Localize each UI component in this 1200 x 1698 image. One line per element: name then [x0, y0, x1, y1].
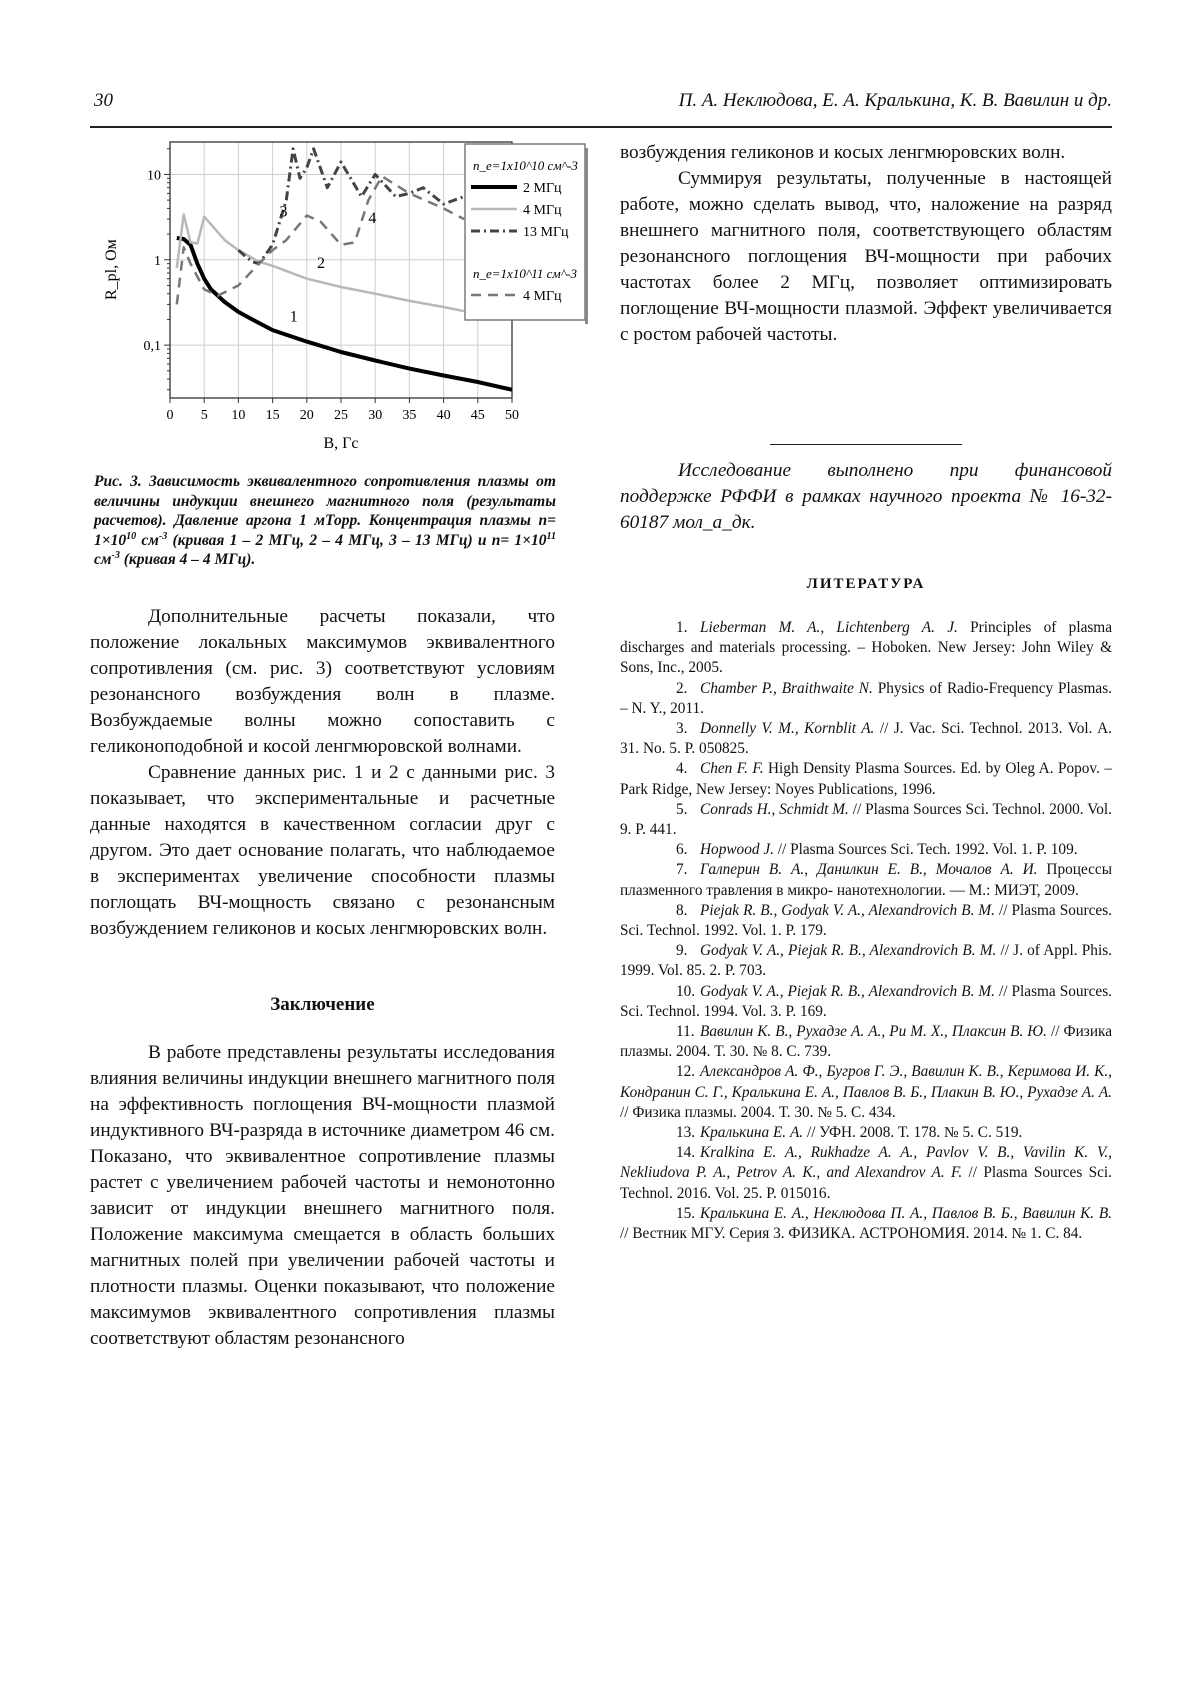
reference-text: // Plasma Sources. Sci. Technol. 1994. Vol. 3. P. 169. — [620, 982, 1112, 1020]
x-tick-label: 10 — [231, 408, 246, 423]
x-tick-label: 35 — [402, 408, 417, 423]
reference-item — [620, 719, 1112, 759]
reference-authors: Кралькина Е. А., Неклюдова П. А., Павлов В. Б., Вавилин К. В. — [700, 1204, 1112, 1222]
legend-header: n_e=1x10^10 см^-3 — [473, 158, 578, 173]
legend-header: n_e=1x10^11 см^-3 — [473, 266, 577, 281]
reference-number: 13. — [676, 1124, 696, 1142]
acknowledgement: Исследование выполнено при финансовой поддержке РФФИ в рамках научного проекта № 16-32-60187 мол_а_дк. — [620, 460, 1112, 533]
reference-text: // УФН. 2008. Т. 178. № 5. С. 519. — [803, 1124, 1023, 1142]
curve-label: 1 — [289, 308, 298, 326]
reference-authors: Галперин В. А., Данилкин Е. В., Мочалов А. И. — [700, 861, 1038, 879]
legend-shadow — [585, 148, 588, 324]
exp: 11 — [546, 530, 556, 542]
legend-entry: 2 МГц — [523, 181, 562, 196]
figure-3-chart — [90, 132, 600, 462]
reference-authors: Conrads H., Schmidt M. — [700, 800, 849, 818]
reference-authors: Lieberman M. A., Lichtenberg A. J. — [700, 619, 958, 636]
reference-authors: Кралькина Е. А. — [700, 1124, 804, 1142]
reference-authors: Chen F. F. — [700, 760, 764, 778]
exp: -3 — [111, 549, 120, 561]
reference-text: Процессы плазменного травления в микро- нанотехнологии. — М.: МИЭТ, 2009. — [620, 861, 1112, 899]
reference-number: 10. — [676, 982, 696, 1000]
reference-authors: Kralkina E. A., Rukhadze A. A., Pavlov V. B., Vavilin K. V., Nekliudova P. A., Petrov A. K., and Alexandrov A. F. — [620, 1144, 1112, 1182]
figure-caption — [94, 472, 556, 570]
reference-item — [620, 679, 1112, 719]
reference-item — [620, 1022, 1112, 1062]
page-number: 30 — [94, 90, 113, 111]
reference-authors: Hopwood J. — [700, 841, 774, 859]
reference-number: 4. — [676, 760, 688, 778]
unit: см — [94, 551, 112, 568]
paragraph: Сравнение данных рис. 1 и 2 с данными рис. 3 показывает, что экспериментальные и расчетные данные находятся в качественном согласии друг с другом. Это дает основание полагать, что наблюдаемое в экспериментах увеличение способности плазмы поглощать ВЧ-мощность связано с резонансным возбуждением геликонов и косых ленгмюровских волн. — [90, 762, 555, 939]
reference-text: High Density Plasma Sources. Ed. by Oleg A. Popov. – Park Ridge, New Jersey: Noyes Publications, 1996. — [620, 760, 1112, 798]
x-tick-label: 45 — [470, 408, 485, 423]
body-text-right — [620, 140, 1112, 348]
reference-text: // Plasma Sources Sci. Tech. 1992. Vol. 1. P. 109. — [773, 841, 1078, 859]
reference-item — [620, 860, 1112, 900]
y-tick-label: 1 — [154, 253, 161, 269]
reference-number: 3. — [676, 720, 688, 738]
reference-text: // Вестник МГУ. Серия 3. ФИЗИКА. АСТРОНОМИЯ. 2014. № 1. С. 84. — [620, 1225, 1083, 1243]
caption-text: (кривая 1 – 2 МГц, 2 – 4 МГц, 3 – 13 МГц) и n= 1×10 — [167, 531, 547, 549]
reference-text: // Plasma Sources Sci. Technol. 2000. Vol. 9. P. 441. — [620, 800, 1112, 839]
reference-item — [620, 840, 1112, 860]
running-header-authors: П. А. Неклюдова, Е. А. Кралькина, К. В. Вавилин и др. — [678, 90, 1112, 111]
reference-number: 8. — [676, 901, 688, 919]
reference-item — [620, 1123, 1112, 1143]
reference-text: // Plasma Sources. Sci. Technol. 1992. Vol. 1. P. 179. — [620, 901, 1112, 940]
reference-authors: Chamber P., Braithwaite N. — [700, 679, 873, 697]
x-tick-label: 30 — [368, 408, 383, 423]
caption-label: Рис. 3. — [94, 473, 149, 490]
reference-number: 12. — [676, 1063, 696, 1081]
reference-number: 6. — [676, 841, 688, 859]
reference-item — [620, 800, 1112, 840]
curve-label: 2 — [317, 255, 326, 273]
curve-label: 3 — [279, 203, 288, 221]
x-tick-label: 20 — [299, 408, 314, 423]
body-text-left — [90, 604, 555, 942]
reference-authors: Piejak R. B., Godyak V. A., Alexandrovich B. M. — [700, 901, 995, 919]
legend-entry: 13 МГц — [523, 225, 569, 240]
paragraph: возбуждения геликонов и косых ленгмюровских волн. — [620, 142, 1066, 163]
unit: см — [136, 531, 159, 549]
references-heading: ЛИТЕРАТУРА — [806, 576, 926, 592]
conclusion-text — [90, 1040, 555, 1352]
reference-number: 2. — [676, 679, 688, 697]
reference-item — [620, 759, 1112, 799]
reference-item — [620, 618, 1112, 679]
reference-number: 1. — [676, 619, 688, 636]
x-tick-label: 40 — [436, 408, 451, 423]
separator-rule — [770, 444, 962, 445]
reference-authors: Александров А. Ф., Бугров Г. Э., Вавилин К. В., Керимова И. К., Кондранин С. Г., Кралькина Е. А., Павлов В. Б., Плакин В. Ю., Рухадзе А. А. — [620, 1063, 1112, 1101]
reference-text: // Физика плазмы. 2004. Т. 30. № 8. С. 739. — [620, 1023, 1112, 1061]
caption-text: Зависимость эквивалентного сопротивления плазмы от величины индукции внешнего магнитного поля (результаты расчетов). Давление аргона 1 мТорр. Концентрация плазмы n= 1×10 — [94, 473, 556, 549]
exp: 10 — [126, 530, 137, 542]
reference-text: // J. of Appl. Phis. 1999. Vol. 85. 2. P. 703. — [620, 942, 1112, 980]
x-tick-label: 50 — [505, 408, 519, 423]
x-axis-title: B, Гс — [323, 435, 359, 452]
paragraph: Суммируя результаты, полученные в настоящей работе, можно сделать вывод, что, наложение на разряд внешнего магнитного поля, соответствующего областям резонансного поглощения ВЧ-мощности при рабочих частотах более 2 МГц, позволяет оптимизировать поглощение ВЧ-мощности плазмой. Эффект увеличивается с ростом рабочей частоты. — [620, 168, 1112, 345]
header-rule — [90, 126, 1112, 128]
x-tick-label: 5 — [200, 408, 208, 423]
reference-authors: Donnelly V. M., Kornblit A. — [700, 720, 875, 738]
legend-entry: 4 МГц — [523, 203, 562, 218]
reference-number: 15. — [676, 1204, 696, 1222]
reference-item — [620, 1204, 1112, 1244]
reference-item — [620, 1143, 1112, 1204]
reference-text: Principles of plasma discharges and materials processing. – Hoboken. New Jersey: John Wiley & Sons, Inc., 2005. — [620, 619, 1112, 677]
reference-text: // J. Vac. Sci. Technol. 2013. Vol. A. 31. No. 5. P. 050825. — [620, 720, 1112, 758]
paragraph: В работе представлены результаты исследования влияния величины индукции внешнего магнитного поля на эффективность поглощения ВЧ-мощности плазмой индуктивного ВЧ-разряда в источнике диаметром 46 см. Показано, что эквивалентное сопротивление плазмы растет с увеличением рабочей частоты и немонотонно зависит от индукции внешнего магнитного поля. Положение максимума смещается в область больших магнитных полей при увеличении рабочей частоты и плотности плазмы. Оценки показывают, что положение максимумов эквивалентного сопротивления плазмы соответствуют областям резонансного — [90, 1042, 555, 1349]
x-tick-label: 0 — [166, 408, 174, 423]
paragraph: Дополнительные расчеты показали, что положение локальных максимумов эквивалентного сопротивления (см. рис. 3) соответствуют условиям резонансного возбуждения волн в плазме. Возбуждаемые волны можно сопоставить с геликоноподобной и косой ленгмюровской волнами. — [90, 606, 555, 757]
references-list — [620, 618, 1112, 1244]
reference-text: // Физика плазмы. 2004. Т. 30. № 5. С. 434. — [620, 1103, 896, 1121]
reference-number: 11. — [676, 1023, 695, 1041]
legend-entry: 4 МГц — [523, 289, 562, 304]
reference-text: // Plasma Sources Sci. Technol. 2016. Vol. 25. P. 015016. — [620, 1164, 1112, 1202]
reference-authors: Godyak V. A., Piejak R. B., Alexandrovich B. M. — [700, 982, 995, 1000]
reference-number: 7. — [676, 861, 688, 879]
caption-text: (кривая 4 – 4 МГц). — [119, 551, 256, 568]
reference-item — [620, 941, 1112, 981]
exp: -3 — [158, 530, 168, 542]
reference-text: Physics of Radio-Frequency Plasmas. – N. Y., 2011. — [620, 679, 1112, 717]
reference-item — [620, 901, 1112, 941]
x-tick-label: 15 — [265, 408, 280, 423]
reference-number: 14. — [676, 1144, 696, 1162]
y-axis-title: R_pl, Ом — [103, 239, 120, 300]
x-tick-label: 25 — [334, 408, 348, 423]
reference-authors: Godyak V. A., Piejak R. B., Alexandrovich B. M. — [700, 942, 997, 960]
reference-number: 9. — [676, 942, 688, 960]
reference-authors: Вавилин К. В., Рухадзе А. А., Ри М. Х., Плаксин В. Ю. — [700, 1023, 1047, 1041]
y-tick-label: 0,1 — [143, 339, 161, 355]
y-tick-label: 10 — [147, 168, 161, 184]
reference-item — [620, 982, 1112, 1022]
reference-number: 5. — [676, 800, 688, 818]
reference-item — [620, 1062, 1112, 1123]
curve-label: 4 — [368, 209, 377, 227]
section-heading-conclusion: Заключение — [270, 994, 375, 1015]
